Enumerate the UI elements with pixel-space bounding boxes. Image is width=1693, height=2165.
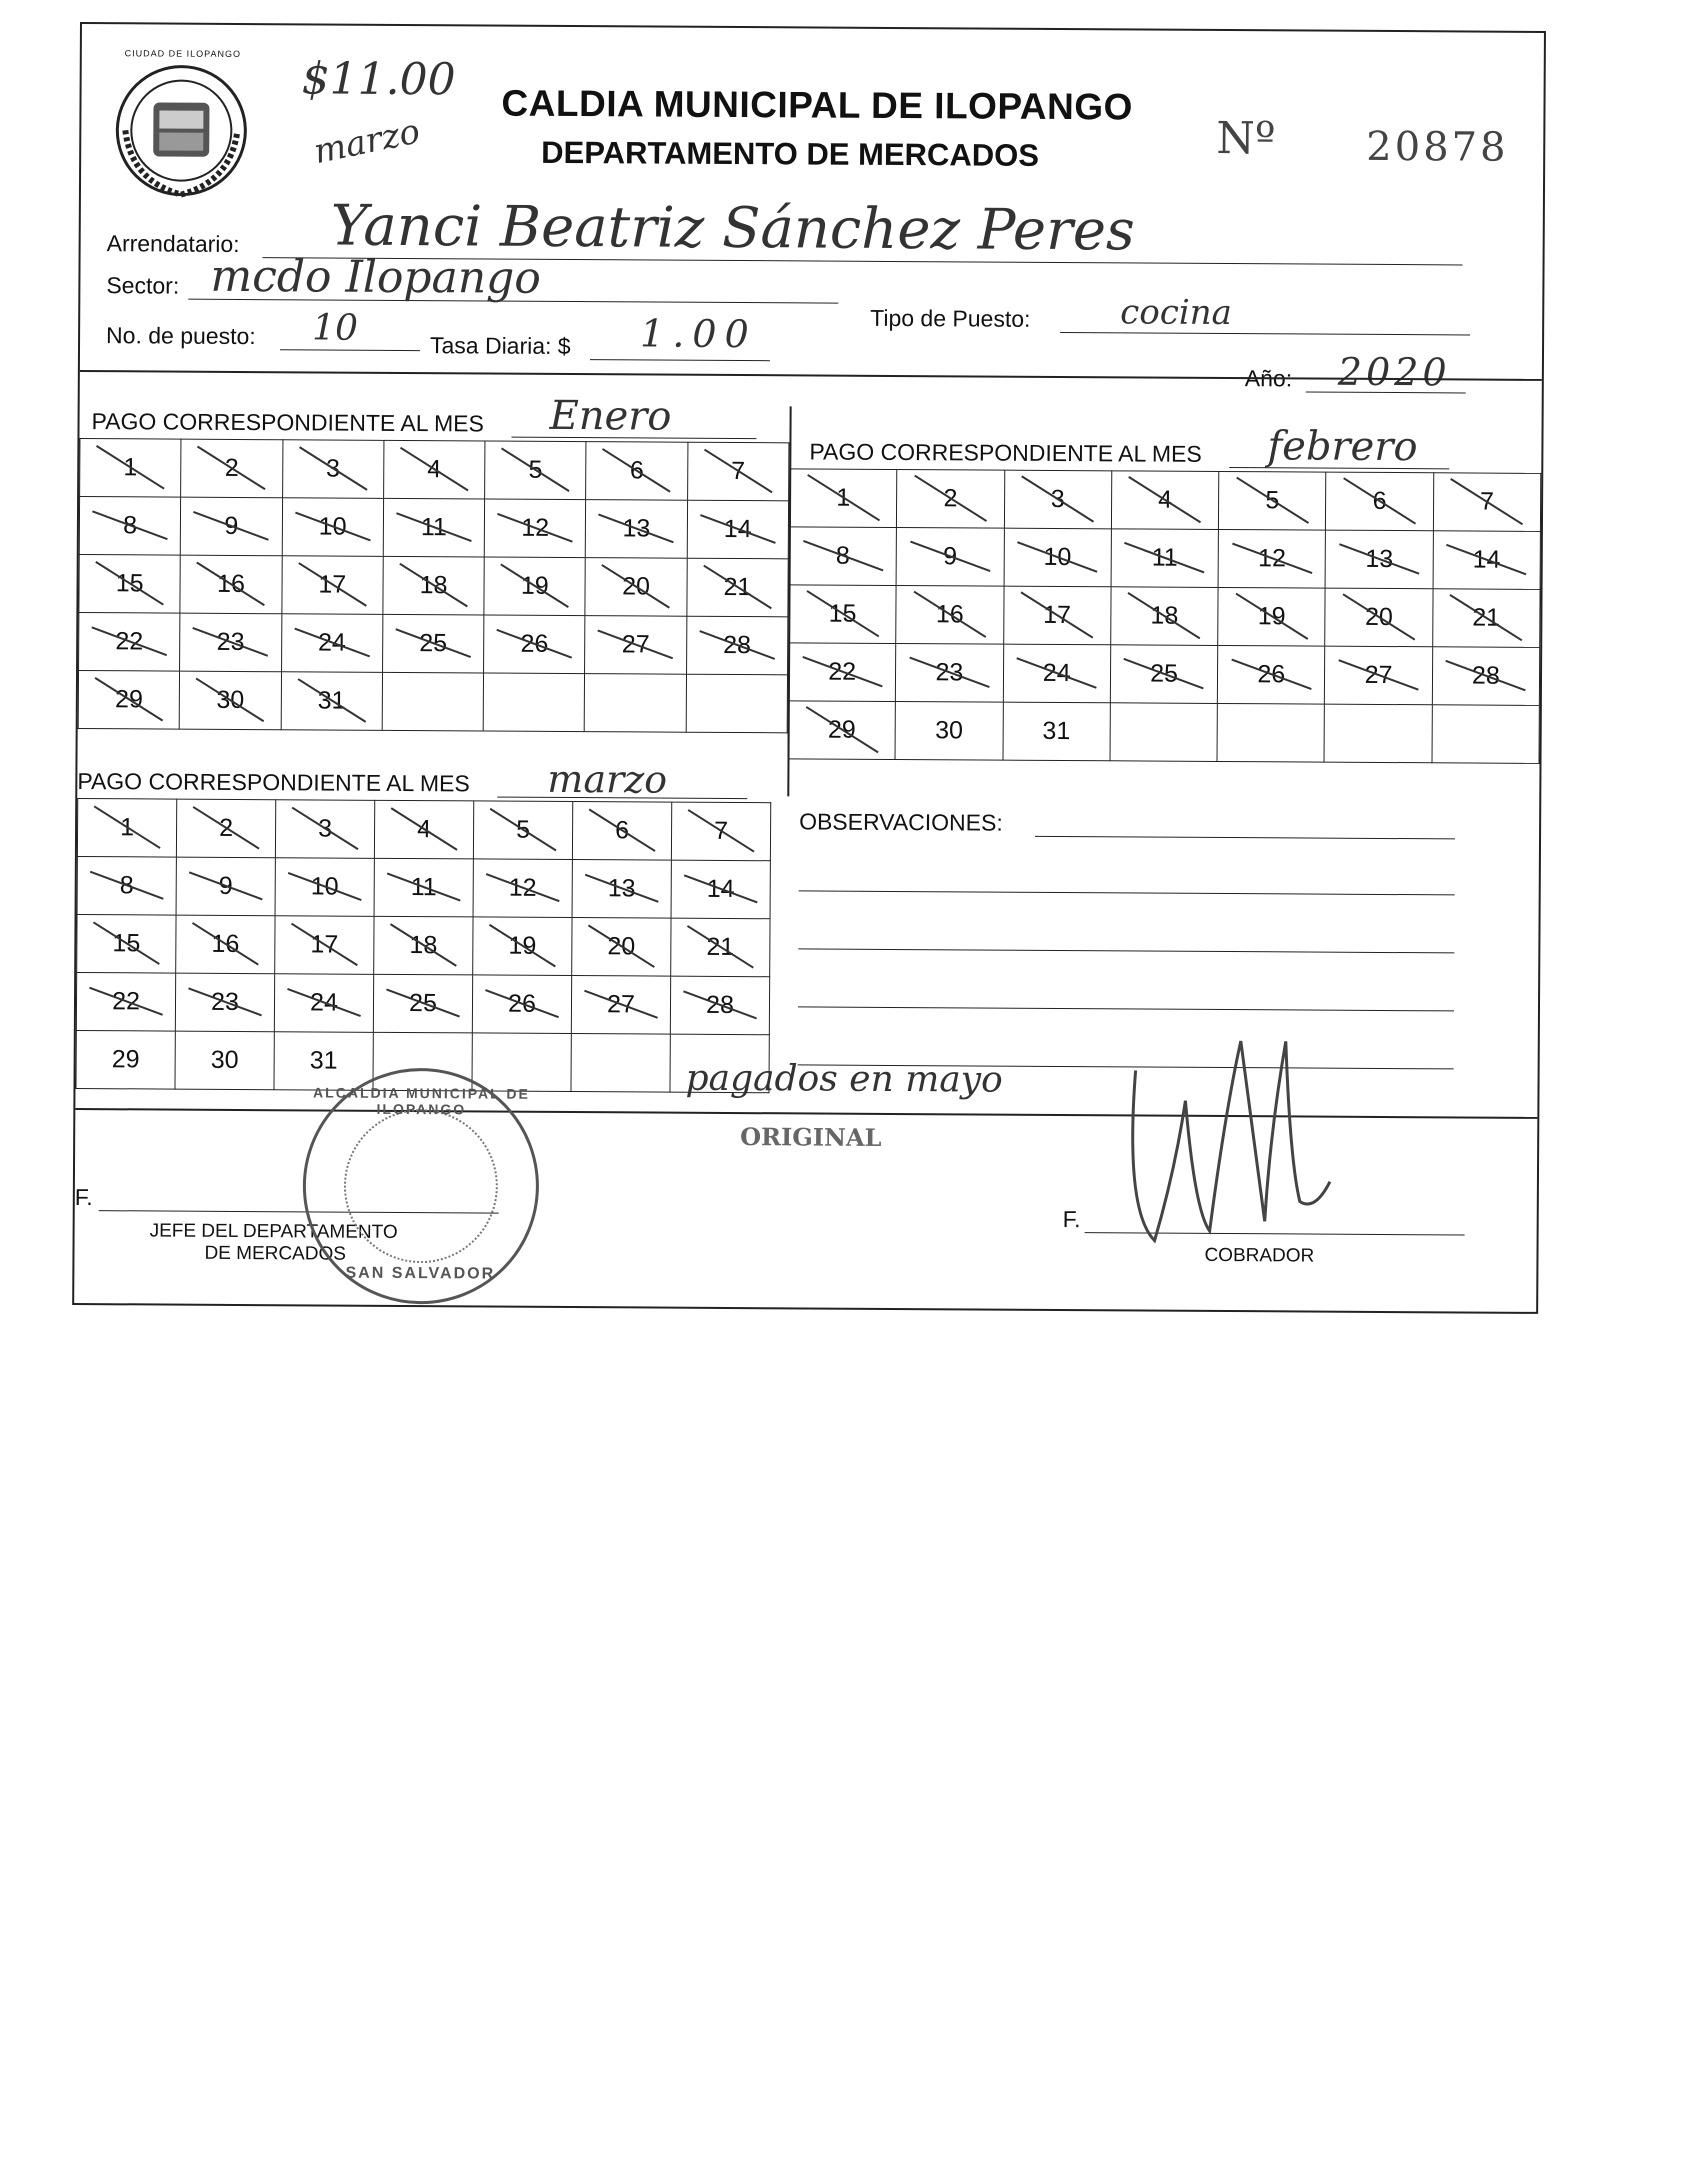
day-number: 9: [218, 871, 233, 900]
day-number: 4: [1158, 485, 1173, 514]
day-cell: [789, 527, 897, 586]
calendar-week-row: [77, 914, 770, 976]
calendar-week-row: [79, 613, 788, 675]
calendar-week-row: [78, 671, 787, 733]
anio-label: Año:: [1244, 365, 1293, 392]
day-number: 29: [115, 685, 143, 714]
month1-label: PAGO CORRESPONDIENTE AL MES: [91, 408, 484, 437]
day-cell: [1217, 645, 1325, 704]
puesto-label: No. de puesto:: [106, 322, 256, 350]
day-number: 23: [211, 987, 240, 1016]
original-mark: ORIGINAL: [740, 1122, 882, 1152]
day-cell: [789, 469, 897, 528]
day-cell: [896, 643, 1004, 702]
empty-day-cell: [585, 674, 687, 733]
day-number: 18: [419, 571, 448, 600]
day-number: 21: [723, 572, 752, 602]
day-cell: [175, 1031, 274, 1090]
puesto-value: 10: [312, 307, 359, 349]
arrendatario-label: Arrendatario:: [106, 230, 240, 257]
day-number: 31: [317, 686, 346, 715]
day-cell: [586, 500, 688, 559]
day-number: 4: [427, 455, 442, 484]
day-number: 10: [310, 872, 339, 901]
day-cell: [473, 859, 572, 918]
note-amount: $11.00: [301, 53, 456, 106]
day-number: 29: [111, 1045, 140, 1074]
day-number: 18: [1150, 601, 1179, 630]
day-cell: [1218, 587, 1326, 646]
day-number: 28: [706, 990, 734, 1020]
day-cell: [281, 556, 383, 615]
day-cell: [79, 497, 181, 556]
month1-value: Enero: [549, 392, 672, 440]
day-cell: [896, 585, 1004, 644]
day-number: 9: [224, 511, 239, 540]
day-number: 14: [723, 514, 752, 544]
calendar-week-row: [77, 856, 770, 918]
day-number: 8: [123, 511, 138, 540]
calendar-week-row: [79, 555, 788, 617]
day-cell: [586, 442, 688, 501]
day-number: 16: [935, 600, 964, 629]
tipo-puesto-label: Tipo de Puesto:: [870, 304, 1031, 332]
day-cell: [383, 440, 485, 499]
day-cell: [282, 440, 384, 499]
day-cell: [77, 914, 176, 973]
day-cell: [670, 976, 769, 1035]
day-number: 13: [622, 514, 651, 543]
day-cell: [181, 497, 283, 556]
day-cell: [788, 701, 896, 760]
day-number: 22: [112, 987, 141, 1016]
day-cell: [671, 802, 770, 861]
day-cell: [788, 643, 896, 702]
day-cell: [1218, 529, 1326, 588]
day-number: 28: [723, 630, 752, 660]
jefe-label-1: JEFE DEL DEPARTAMENTO: [149, 1220, 398, 1243]
day-cell: [484, 499, 586, 558]
obs-line-1: [1035, 836, 1455, 840]
day-number: 3: [325, 454, 341, 483]
day-number: 21: [706, 932, 735, 962]
day-cell: [1433, 473, 1541, 532]
day-cell: [1111, 587, 1219, 646]
tasa-value: 1.00: [639, 311, 757, 357]
day-cell: [275, 800, 374, 859]
empty-day-cell: [472, 1033, 571, 1092]
tipo-puesto-line: [1060, 332, 1470, 336]
day-number: 1: [836, 483, 851, 512]
calendar-week-row: [77, 799, 770, 861]
day-cell: [176, 915, 275, 974]
day-number: 16: [217, 569, 245, 599]
day-number: 17: [1043, 600, 1072, 630]
day-cell: [789, 585, 897, 644]
day-number: 26: [1257, 660, 1286, 689]
day-number: 25: [409, 989, 438, 1018]
day-cell: [76, 1030, 175, 1089]
month2-calendar: [788, 468, 1542, 764]
day-cell: [281, 614, 383, 673]
calendar-week-row: [789, 527, 1540, 590]
day-number: 2: [943, 484, 958, 513]
day-number: 13: [1365, 544, 1394, 574]
empty-day-cell: [686, 674, 788, 733]
day-number: 27: [621, 630, 650, 659]
note-pagados: pagados en mayo: [685, 1057, 1003, 1101]
day-number: 5: [1265, 486, 1280, 515]
day-number: 16: [211, 929, 240, 958]
municipal-seal-logo: [111, 60, 252, 201]
day-number: 27: [607, 990, 636, 1019]
calendar-week-row: [788, 701, 1539, 764]
day-cell: [571, 976, 670, 1035]
calendar-week-row: [80, 439, 789, 501]
day-number: 14: [1472, 545, 1501, 574]
day-number: 31: [1042, 716, 1071, 746]
day-cell: [181, 439, 283, 498]
day-cell: [572, 918, 671, 977]
day-cell: [1110, 645, 1218, 704]
day-cell: [686, 616, 788, 675]
day-cell: [1432, 647, 1540, 706]
day-cell: [585, 616, 687, 675]
day-number: 22: [115, 627, 144, 656]
day-cell: [382, 614, 484, 673]
header-title: CALDIA MUNICIPAL DE ILOPANGO: [501, 82, 1133, 128]
day-cell: [79, 555, 181, 614]
day-cell: [176, 799, 275, 858]
day-cell: [1003, 586, 1111, 645]
day-number: 12: [1258, 544, 1287, 573]
day-number: 2: [224, 453, 239, 482]
day-cell: [383, 498, 485, 557]
empty-day-cell: [1217, 703, 1325, 762]
jefe-label-2: DE MERCADOS: [204, 1242, 347, 1265]
day-number: 27: [1364, 660, 1393, 690]
day-number: 7: [1479, 487, 1494, 516]
observaciones-label: OBSERVACIONES:: [799, 808, 1003, 836]
day-cell: [671, 918, 770, 977]
day-number: 8: [835, 541, 850, 570]
market-payment-card: [72, 22, 1546, 1314]
anio-value: 2020: [1337, 349, 1451, 395]
day-cell: [78, 671, 180, 730]
stamp-bottom-text: SAN SALVADOR: [345, 1264, 496, 1283]
month1-calendar: [78, 438, 790, 733]
day-cell: [687, 500, 789, 559]
day-number: 21: [1472, 603, 1501, 632]
day-number: 18: [409, 931, 438, 960]
day-number: 1: [123, 453, 138, 482]
puesto-line: [280, 349, 420, 351]
day-cell: [572, 860, 671, 919]
day-number: 28: [1471, 661, 1500, 690]
calendar-week-row: [788, 643, 1539, 706]
day-cell: [484, 615, 586, 674]
day-cell: [383, 556, 485, 615]
day-number: 6: [1372, 486, 1387, 515]
number-label: Nº: [1216, 112, 1276, 165]
day-number: 15: [115, 569, 144, 598]
day-number: 11: [420, 513, 447, 542]
day-cell: [671, 860, 770, 919]
day-number: 4: [417, 815, 432, 844]
day-number: 2: [219, 813, 234, 842]
month2-value: febrero: [1267, 423, 1418, 471]
calendar-week-row: [79, 497, 788, 559]
tasa-label: Tasa Diaria: $: [429, 332, 571, 360]
day-number: 26: [520, 629, 549, 658]
f-label-right: F.: [1062, 1206, 1081, 1233]
day-cell: [1004, 470, 1112, 529]
day-cell: [473, 917, 572, 976]
day-number: 25: [1150, 659, 1179, 688]
day-number: 15: [112, 929, 141, 958]
day-number: 31: [309, 1046, 338, 1075]
day-cell: [1111, 471, 1219, 530]
day-cell: [1003, 702, 1111, 761]
day-cell: [274, 974, 373, 1033]
f-label-left: F.: [74, 1183, 93, 1211]
tasa-line: [590, 359, 770, 361]
day-cell: [374, 800, 473, 859]
day-number: 22: [828, 657, 857, 686]
cobrador-label: COBRADOR: [1204, 1244, 1315, 1267]
day-cell: [1326, 472, 1434, 531]
day-number: 23: [935, 658, 964, 687]
day-cell: [572, 802, 671, 861]
day-number: 10: [318, 512, 347, 541]
day-cell: [282, 498, 384, 557]
empty-day-cell: [1432, 705, 1540, 764]
day-cell: [80, 439, 182, 498]
folio-number: 20878: [1366, 123, 1509, 171]
day-cell: [275, 858, 374, 917]
month2-label: PAGO CORRESPONDIENTE AL MES: [809, 438, 1202, 467]
day-number: 10: [1043, 542, 1072, 572]
day-number: 24: [317, 628, 346, 657]
header-separator: [80, 370, 1542, 381]
obs-line-3: [798, 948, 1454, 953]
day-cell: [1111, 529, 1219, 588]
day-number: 12: [521, 513, 550, 542]
day-cell: [374, 916, 473, 975]
day-cell: [79, 613, 181, 672]
empty-day-cell: [571, 1034, 670, 1093]
day-number: 11: [1151, 543, 1178, 572]
day-cell: [281, 672, 383, 731]
day-cell: [76, 972, 175, 1031]
sector-label: Sector:: [106, 272, 180, 299]
empty-day-cell: [483, 673, 585, 732]
day-number: 11: [410, 873, 437, 902]
obs-line-2: [799, 890, 1455, 895]
day-cell: [1325, 530, 1433, 589]
day-number: 1: [120, 813, 135, 842]
day-cell: [180, 555, 282, 614]
day-cell: [1325, 588, 1433, 647]
day-number: 3: [318, 814, 333, 843]
day-number: 20: [622, 572, 651, 601]
day-number: 7: [714, 816, 729, 845]
day-cell: [897, 469, 1005, 528]
day-number: 19: [1257, 602, 1286, 631]
day-cell: [472, 975, 571, 1034]
day-number: 30: [935, 716, 964, 745]
day-cell: [374, 858, 473, 917]
day-cell: [585, 558, 687, 617]
day-cell: [484, 557, 586, 616]
day-number: 7: [731, 456, 746, 486]
day-number: 12: [508, 873, 537, 902]
day-number: 8: [119, 871, 134, 900]
day-number: 6: [615, 816, 630, 845]
day-cell: [373, 974, 472, 1033]
day-cell: [485, 441, 587, 500]
day-number: 29: [827, 715, 856, 744]
day-number: 17: [318, 570, 347, 599]
stamp-top-text: ALCALDIA MUNICIPAL DE ILOPANGO: [313, 1084, 530, 1118]
seal-caption: CIUDAD DE ILOPANGO: [124, 48, 242, 59]
day-cell: [179, 671, 281, 730]
header-subtitle: DEPARTAMENTO DE MERCADOS: [541, 134, 1040, 173]
empty-day-cell: [382, 672, 484, 731]
stamp-inner-ring: [343, 1109, 498, 1264]
day-number: 6: [629, 456, 644, 485]
day-cell: [175, 973, 274, 1032]
day-cell: [77, 856, 176, 915]
day-number: 17: [310, 930, 339, 959]
day-cell: [1325, 646, 1433, 705]
day-number: 13: [607, 874, 636, 903]
day-cell: [687, 442, 789, 501]
month3-value: marzo: [547, 756, 668, 802]
day-number: 25: [419, 629, 448, 658]
day-cell: [1004, 528, 1112, 587]
cobrador-signature: [1115, 1010, 1346, 1251]
day-number: 20: [1364, 602, 1393, 632]
day-cell: [473, 801, 572, 860]
day-number: 14: [706, 874, 735, 904]
calendar-week-row: [789, 585, 1540, 648]
day-cell: [687, 558, 789, 617]
day-number: 15: [828, 599, 857, 628]
day-cell: [1003, 644, 1111, 703]
calendar-week-row: [76, 972, 769, 1034]
arrendatario-value: Yanci Beatriz Sánchez Peres: [330, 193, 1135, 264]
day-number: 24: [1042, 658, 1071, 688]
day-number: 5: [516, 815, 531, 844]
day-cell: [176, 857, 275, 916]
day-cell: [1433, 531, 1541, 590]
day-number: 23: [216, 627, 245, 657]
day-cell: [1219, 471, 1327, 530]
day-number: 19: [508, 931, 537, 960]
day-cell: [274, 1032, 373, 1091]
empty-day-cell: [1324, 704, 1432, 763]
month3-calendar: [75, 798, 771, 1093]
empty-day-cell: [1110, 703, 1218, 762]
day-cell: [275, 916, 374, 975]
note-month: marzo: [310, 111, 424, 173]
day-cell: [180, 613, 282, 672]
tipo-puesto-value: cocina: [1120, 292, 1232, 334]
calendar-week-row: [789, 469, 1540, 532]
day-number: 3: [1050, 484, 1065, 514]
day-cell: [896, 527, 1004, 586]
day-number: 20: [607, 932, 636, 961]
sector-value: mcdo Ilopango: [210, 250, 541, 304]
day-number: 9: [943, 542, 958, 571]
day-number: 30: [216, 685, 245, 715]
day-cell: [1432, 589, 1540, 648]
day-number: 30: [210, 1045, 239, 1074]
day-number: 24: [310, 988, 339, 1017]
month3-label: PAGO CORRESPONDIENTE AL MES: [77, 767, 470, 797]
day-cell: [77, 799, 176, 858]
day-number: 19: [520, 571, 549, 600]
day-cell: [895, 701, 1003, 760]
day-number: 26: [508, 989, 537, 1018]
day-number: 5: [528, 455, 543, 484]
department-stamp: [302, 1067, 539, 1304]
